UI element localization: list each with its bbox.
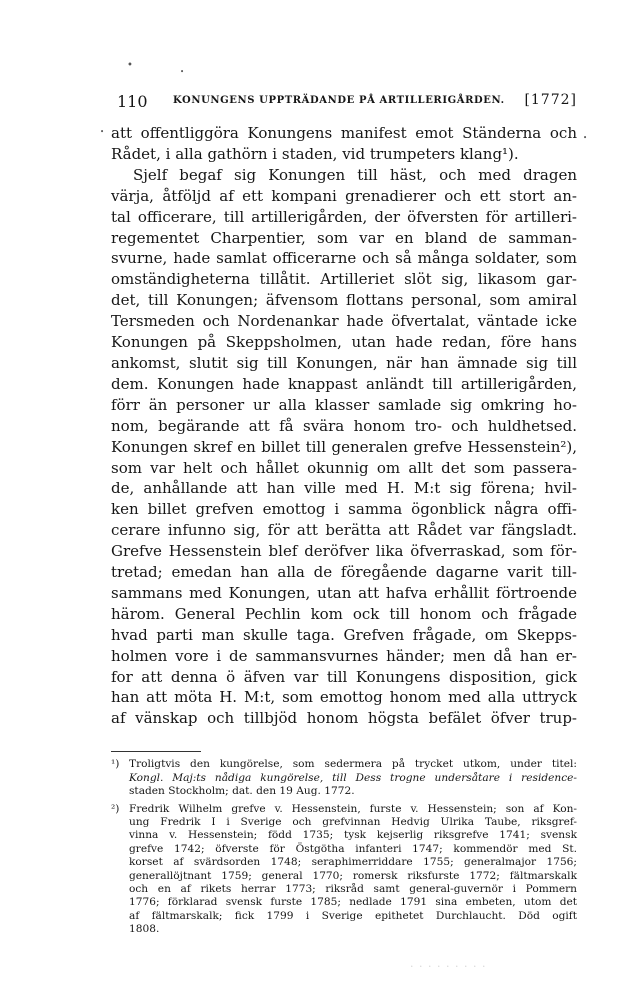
body-line: ankomst, slutit sig till Konungen, när han ämnade sig till bbox=[111, 353, 577, 372]
body-line: det, till Konungen; äfvensom flottans personal, som amiral bbox=[111, 291, 577, 310]
body-line: Konungen på Skeppsholmen, utan hade redan, före hans bbox=[111, 333, 577, 352]
body-line: värja, åtföljd af ett kompani grenadierer och ett stort an- bbox=[111, 186, 577, 205]
body-line: svurne, hade samlat officerarne och så många soldater, som bbox=[111, 249, 577, 268]
footnote-line: 1808. bbox=[129, 923, 160, 936]
body-line: Konungen skref en billet till generalen grefve Hessenstein²), bbox=[111, 437, 577, 456]
paper-speck: • bbox=[127, 60, 133, 71]
running-title: KONUNGENS UPPTRÄDANDE PÅ ARTILLERIGÅRDEN. bbox=[173, 95, 505, 106]
body-line: omständigheterna tillåtit. Artilleriet slöt sig, likasom gar- bbox=[111, 270, 577, 289]
body-line: cerare infunno sig, för att berätta att Rådet var fängsladt. bbox=[111, 521, 577, 540]
body-line: tretad; emedan han alla de föregående dagarne varit till- bbox=[111, 563, 577, 582]
body-line: Tersmeden och Nordenankar hade öfvertalat, väntade icke bbox=[111, 312, 577, 331]
body-line: som var helt och hållet okunnig om allt det som passera- bbox=[111, 458, 577, 477]
footnote-line: ung Fredrik I i Sverige och grefvinnan Hedvig Ulrika Taube, riksgref- bbox=[129, 815, 577, 828]
footnote-line: korset af svärdsorden 1748; seraphimerriddare 1755; generalmajor 1756; bbox=[129, 856, 577, 869]
body-line: att offentliggöra Konungens manifest emot Ständerna och bbox=[111, 124, 577, 142]
footnote-line: ¹) Troligtvis den kungörelse, som sedermera på trycket utkom, under titel: bbox=[111, 758, 577, 771]
footnote-1 bbox=[111, 758, 577, 798]
body-line: Rådet, i alla gathörn i staden, vid trumpeters klang¹). bbox=[111, 144, 519, 163]
page-number: 110 bbox=[117, 92, 148, 111]
library-stamp-mark: · · · · · · · · · bbox=[410, 960, 487, 973]
body-line: härom. General Pechlin kom ock till honom och frågade bbox=[111, 604, 577, 623]
body-line: af vänskap och tillbjöd honom högsta befälet öfver trup- bbox=[111, 709, 577, 728]
paper-speck: • bbox=[583, 134, 588, 142]
body-line: sammans med Konungen, utan att hafva erhållit förtroende bbox=[111, 583, 577, 602]
body-line: de, anhållande att han ville med H. M:t sig förena; hvil- bbox=[111, 479, 577, 498]
footnote-line: staden Stockholm; dat. den 19 Aug. 1772. bbox=[129, 785, 355, 798]
body-line: hvad parti man skulle taga. Grefven frågade, om Skepps- bbox=[111, 625, 577, 644]
footnote-line: vinna v. Hessenstein; född 1735; tysk kejserlig riksgrefve 1741; svensk bbox=[129, 829, 577, 842]
body-line: dem. Konungen hade knappast anländt till artillerigården, bbox=[111, 374, 577, 393]
body-line: förr än personer ur alla klasser samlade sig omkring ho- bbox=[111, 395, 577, 414]
footnote-2 bbox=[111, 803, 577, 937]
footnote-line: Kongl. Maj:ts nådiga kungörelse, till Dess trogne undersåtare i residence- bbox=[129, 771, 577, 784]
footnote-marker: ¹) bbox=[111, 758, 120, 771]
body-line: regementet Charpentier, som var en bland de samman- bbox=[111, 228, 577, 247]
book-page bbox=[111, 92, 577, 941]
body-line: han att möta H. M:t, som emottog honom med alla uttryck bbox=[111, 688, 577, 707]
body-line: tal officerare, till artillerigården, der öfversten för artilleri- bbox=[111, 207, 577, 226]
body-text bbox=[111, 123, 577, 729]
body-line: Grefve Hessenstein blef deröfver lika öfverraskad, som för- bbox=[111, 542, 577, 561]
footnote-line: och en af rikets herrar 1773; riksråd samt general-guvernör i Pommern bbox=[129, 882, 577, 895]
footnote-line: generallöjtnant 1759; general 1770; romersk riksfurste 1772; fältmarskalk bbox=[129, 869, 577, 882]
body-line: Sjelf begaf sig Konungen till häst, och med dragen bbox=[133, 165, 577, 184]
footnote-line: grefve 1742; öfverste för Östgötha infanteri 1747; kommendör med St. bbox=[129, 842, 577, 855]
paper-speck: • bbox=[100, 128, 105, 136]
body-line: holmen vore i de sammansvurnes händer; men då han er- bbox=[111, 646, 577, 665]
body-line: for att denna ö äfven var till Konungens disposition, gick bbox=[111, 667, 577, 686]
header-year: [1772] bbox=[524, 92, 577, 108]
footnote-line: af fältmarskalk; fick 1799 i Sverige epithetet Durchlaucht. Död ogift bbox=[129, 909, 577, 922]
footnotes bbox=[111, 758, 577, 936]
footnote-line: ²) Fredrik Wilhelm grefve v. Hessenstein, furste v. Hessenstein; son af Kon- bbox=[111, 802, 577, 815]
footnote-rule bbox=[111, 751, 201, 752]
paper-speck: • bbox=[180, 68, 185, 76]
body-line: nom, begärande att få svära honom tro- och huldhetsed. bbox=[111, 416, 577, 435]
footnote-marker: ²) bbox=[111, 802, 120, 815]
footnote-line: 1776; förklarad svensk furste 1785; nedlade 1791 sina embeten, utom det bbox=[129, 896, 577, 909]
body-line: ken billet grefven emottog i samma ögonblick några offi- bbox=[111, 500, 577, 519]
page-header bbox=[111, 92, 577, 114]
